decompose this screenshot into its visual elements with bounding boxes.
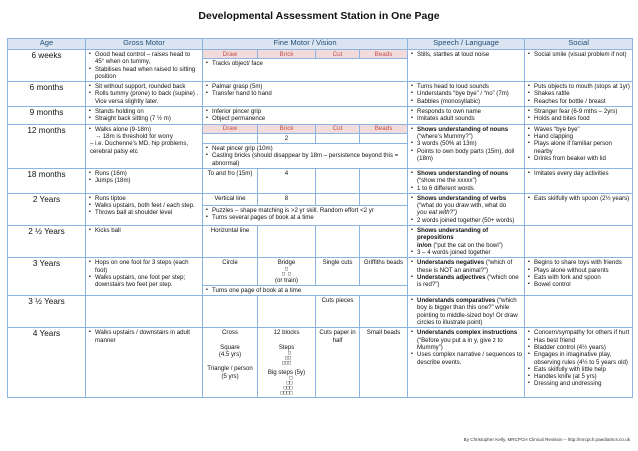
speech-bold: Shows understanding of nouns — [417, 169, 509, 177]
list-item: ▪ Engages in imaginative play, observing rules (4½ to 5 years old) — [534, 351, 630, 366]
draw-cell — [203, 296, 258, 328]
speech-cell — [408, 107, 525, 125]
beads-cell — [360, 133, 408, 143]
list-item: ▪ Hand clapping — [534, 133, 630, 140]
list-item: ▪ Inferior pincer grip — [212, 108, 405, 115]
row-18-months — [8, 168, 633, 193]
draw-square: Square — [220, 343, 240, 351]
row-4-years — [8, 328, 633, 398]
list-item: ▪ Puts objects to mouth (stops at 1yr) — [534, 83, 630, 90]
draw-cell: Vertical line — [203, 193, 258, 205]
brick-cell — [258, 328, 316, 398]
list-item: ▪ Walks upstairs / downstairs in adult manner — [95, 329, 200, 344]
speech-cell — [408, 82, 525, 107]
speech-cell — [408, 193, 525, 225]
subheader-draw: Draw — [203, 124, 258, 133]
list-item: ▪ Transfer hand to hand — [212, 90, 405, 97]
cut-cell — [316, 133, 360, 143]
list-item: ▪ 3 – 4 words joined together — [417, 249, 522, 256]
gross-cell — [86, 296, 203, 328]
list-item: ▪ 1 to 6 different words — [417, 185, 522, 192]
brick-cell — [258, 296, 316, 328]
gross-cell — [86, 226, 203, 258]
social-cell — [525, 124, 633, 168]
social-cell — [525, 226, 633, 258]
speech-cell — [408, 168, 525, 193]
age-cell: 6 months — [8, 82, 86, 107]
list-item: ▪ Stills, startles at loud noise — [417, 51, 522, 58]
speech-bold: Understands adjectives — [417, 273, 486, 281]
list-item: ▪ Stands holding on — [95, 108, 200, 115]
list-item: ▪ Neat pincer grip (10m) — [212, 145, 405, 152]
beads-cell — [360, 168, 408, 193]
list-item: ▪ Jumps (18m) — [95, 177, 200, 184]
list-item — [417, 195, 522, 217]
threshold-note: → 18m is threshold for worry — [95, 133, 173, 141]
list-item: ▪ Throws ball at shoulder level — [95, 209, 200, 216]
list-item: ▪ Puzzles – shape matching is >2 yr skill. Random effort <2 yr — [212, 207, 405, 214]
list-item: ▪ Social smile (visual problem if not) — [534, 51, 630, 58]
row-12-months — [8, 124, 633, 133]
age-cell: 2 Years — [8, 193, 86, 225]
speech-example: (“which of these is NOT an animal?”) — [417, 259, 513, 274]
list-item — [417, 297, 522, 326]
list-item — [417, 170, 522, 185]
speech-example-italic: you eat with?”) — [417, 209, 458, 217]
list-item: ▪ Runs tiptoe — [95, 195, 200, 202]
subheader-draw: Draw — [203, 50, 258, 59]
header-gross-motor: Gross Motor — [86, 39, 203, 50]
draw-cell: Circle — [203, 258, 258, 286]
speech-cell — [408, 124, 525, 168]
subheader-beads: Beads — [360, 50, 408, 59]
gross-cell — [86, 193, 203, 225]
speech-example: (“where’s Mummy?”) — [417, 133, 473, 141]
list-item: ▪ Imitates every day activities — [534, 170, 630, 177]
list-item: ▪ Shakes rattle — [534, 90, 630, 97]
draw-cell — [203, 133, 258, 143]
gross-cell — [86, 50, 203, 82]
social-cell — [525, 258, 633, 296]
speech-example: (“which boy is bigger than this one?” while pointing to middle-sized boy! Or draw circles to illustrate point) — [417, 297, 518, 327]
social-cell — [525, 82, 633, 107]
brick-cell — [258, 258, 316, 286]
list-item: ▪ Walks upstairs, one foot per step; downstairs two feet per step. — [95, 274, 200, 289]
list-item: ▪ Palmar grasp (5m) — [212, 83, 405, 90]
list-item: ▪ Begins to share toys with friends — [534, 259, 630, 266]
draw-cell: Horizontal line — [203, 226, 258, 258]
list-item — [417, 126, 522, 141]
list-item: ▪ Dressing and undressing — [534, 380, 630, 387]
list-item: ▪ Walks upstairs, both feet / each step. — [95, 202, 200, 209]
draw-cross: Cross — [222, 329, 238, 337]
age-cell: 3 ½ Years — [8, 296, 86, 328]
speech-bold-2: in/on — [417, 241, 432, 249]
speech-bold: Shows understanding of nouns — [417, 125, 509, 133]
header-age: Age — [8, 39, 86, 50]
speech-cell — [408, 328, 525, 398]
draw-triangle: Triangle / person — [207, 365, 253, 373]
brick-cell — [258, 226, 316, 258]
speech-bold: Understands complex instructions — [417, 329, 518, 337]
speech-bold: Understands comparatives — [417, 297, 496, 305]
header-social: Social — [525, 39, 633, 50]
assessment-table — [7, 38, 633, 398]
list-item — [417, 274, 522, 289]
list-item: ▪ Babbles (monosyllabic) — [417, 98, 522, 105]
row-9-months — [8, 107, 633, 125]
list-item: ▪ 2 words joined together (50+ words) — [417, 217, 522, 224]
cut-cell: Cuts paper in half — [316, 328, 360, 398]
list-item: ▪ Bladder control (4½ years) — [534, 344, 630, 351]
list-item: ▪ Sit without support, rounded back — [95, 83, 200, 90]
conditions-note: – i.e. Duchenne’s MD, hip problems, cerebral palsy etc — [90, 140, 189, 155]
row-6-weeks — [8, 50, 633, 59]
age-cell: 6 weeks — [8, 50, 86, 82]
list-item: ▪ Good head control – raises head to 45° when on tummy, — [95, 51, 200, 66]
brick-cell: 8 — [258, 193, 316, 205]
row-2-years — [8, 193, 633, 205]
list-item: ▪ Plays alone if familiar person nearby — [534, 140, 630, 155]
age-cell: 4 Years — [8, 328, 86, 398]
list-item: ▪ Hops on one foot for 3 steps (each foot) — [95, 259, 200, 274]
brick-cell: 2 — [258, 133, 316, 143]
list-item: ▪ Straight back sitting (7 ½ m) — [95, 115, 200, 122]
list-item: ▪ Object permanence — [212, 115, 405, 122]
age-cell: 9 months — [8, 107, 86, 125]
list-item: ▪ Turns several pages of book at a time — [212, 214, 405, 221]
list-item: ▪ Eats with fork and spoon — [534, 274, 630, 281]
list-item: ▪ 3 words (50% at 13m) — [417, 140, 522, 147]
speech-bold: Shows understanding of prepositions — [417, 227, 489, 242]
row-6-months — [8, 82, 633, 107]
beads-cell — [360, 226, 408, 258]
subheader-cut: Cut — [316, 124, 360, 133]
draw-square-age: (4.5 yrs) — [218, 350, 242, 358]
list-item: ▪ Turns one page of book at a time — [212, 287, 405, 294]
subheader-brick: Brick — [258, 124, 316, 133]
cut-cell — [316, 193, 360, 205]
social-cell — [525, 107, 633, 125]
header-fine-motor: Fine Motor / Vision — [203, 39, 408, 50]
list-item: ▪ Eats skilfully with little help — [534, 366, 630, 373]
brick-steps: Steps — [278, 343, 295, 351]
list-item: ▪ Points to own body parts (15m), doll (18m) — [417, 148, 522, 163]
list-item: ▪ Kicks ball — [95, 227, 200, 234]
list-item — [417, 227, 522, 249]
list-item: ▪ Responds to own name — [417, 108, 522, 115]
gross-cell — [86, 107, 203, 125]
gross-cell — [86, 168, 203, 193]
list-item: ▪ Holds and bites food — [534, 115, 630, 122]
cut-cell — [316, 168, 360, 193]
list-item: ▪ Concern/sympathy for others if hurt — [534, 329, 630, 336]
steps-blocks-icon: □ □□ □□□ — [281, 349, 292, 366]
social-cell — [525, 50, 633, 82]
draw-triangle-age: (5 yrs) — [221, 372, 239, 380]
list-item: ▪ Reaches for bottle / breast — [534, 98, 630, 105]
speech-bold: Shows understanding of verbs — [417, 194, 507, 202]
speech-example: (“what do you draw with, what do — [417, 202, 507, 210]
list-item — [417, 329, 522, 351]
big-steps-blocks-icon: □ □□ □□□ □□□□ — [280, 375, 293, 397]
speech-cell — [408, 258, 525, 296]
list-item: ▪ Bowel control — [534, 281, 630, 288]
cut-cell: Cuts pieces — [316, 296, 360, 328]
brick-cell: 4 — [258, 168, 316, 193]
speech-cell — [408, 50, 525, 82]
list-item: ▪ Eats skilfully with spoon (2½ years) — [534, 195, 630, 202]
speech-cell — [408, 226, 525, 258]
row-3-years — [8, 258, 633, 286]
fine-cell — [203, 144, 408, 169]
list-item: ▪ Waves “bye bye” — [534, 126, 630, 133]
brick-blocks: 12 blocks — [273, 329, 300, 337]
age-cell: 12 months — [8, 124, 86, 168]
list-item: ▪ Rolls tummy (prone) to back (supine) . Vice versa slightly later. — [95, 90, 200, 105]
list-item: ▪ Has best friend — [534, 337, 630, 344]
brick-big-steps: Big steps (5y) — [267, 368, 306, 376]
gross-cell — [86, 124, 203, 168]
list-item: ▪ Imitates adult sounds — [417, 115, 522, 122]
brick-label: Bridge — [277, 259, 296, 267]
beads-cell — [360, 193, 408, 205]
speech-example: (“put the cat on the bowl”) — [433, 241, 503, 249]
list-item: ▪ Plays alone without parents — [534, 267, 630, 274]
fine-cell — [203, 107, 408, 125]
draw-cell — [203, 328, 258, 398]
gross-cell — [86, 82, 203, 107]
list-item: ▪ Turns head to loud sounds — [417, 83, 522, 90]
age-cell: 2 ½ Years — [8, 226, 86, 258]
social-cell — [525, 193, 633, 225]
speech-bold: Understands negatives — [417, 259, 485, 267]
fine-cell — [203, 59, 408, 82]
brick-label-2: (or train) — [274, 276, 299, 284]
draw-cell: To and fro (15m) — [203, 168, 258, 193]
social-cell — [525, 168, 633, 193]
list-item — [417, 259, 522, 274]
fine-cell — [203, 82, 408, 107]
list-item: ▪ Uses complex narrative / sequences to describe events. — [417, 351, 522, 366]
list-item: ▪ Casting bricks (should disappear by 18m – persistence beyond this = abnormal) — [212, 152, 405, 167]
footer-credit: By Christopher Kelly, MRCPCH Clinical Revision – http://mrcpch.paediatrics.co.uk — [463, 437, 630, 442]
list-item: ▪ Walks alone (9-18m) — [95, 126, 200, 133]
speech-example: (“show me the xxxxx”) — [417, 177, 477, 185]
fine-cell — [203, 205, 408, 225]
subheader-cut: Cut — [316, 50, 360, 59]
beads-cell: Small beads — [360, 328, 408, 398]
list-item: ▪ Drinks from beaker with lid — [534, 155, 630, 162]
social-cell — [525, 296, 633, 328]
speech-cell — [408, 296, 525, 328]
beads-cell — [360, 296, 408, 328]
age-cell: 3 Years — [8, 258, 86, 296]
subheader-brick: Brick — [258, 50, 316, 59]
list-item: ▪ Stabilises head when raised to sitting position — [95, 66, 200, 81]
list-item: ▪ Understands “bye bye” / “no” (7m) — [417, 90, 522, 97]
page-title: Developmental Assessment Station in One Page — [198, 10, 440, 22]
age-cell: 18 months — [8, 168, 86, 193]
social-cell — [525, 328, 633, 398]
fine-cell — [203, 285, 408, 295]
gross-cell — [86, 258, 203, 296]
header-speech: Speech / Language — [408, 39, 525, 50]
row-3-half-years — [8, 296, 633, 328]
cut-cell — [316, 226, 360, 258]
bridge-blocks-icon: □ □ □ — [281, 265, 292, 277]
list-item: ▪ Handles knife (at 5 yrs) — [534, 373, 630, 380]
speech-example: (“Before you put a in y, give z to Mummy”) — [417, 336, 503, 351]
row-2-half-years — [8, 226, 633, 258]
list-item: ▪ Tracks object/ face — [212, 60, 405, 67]
header-row — [8, 39, 633, 50]
cut-cell: Single cuts — [316, 258, 360, 286]
subheader-beads: Beads — [360, 124, 408, 133]
gross-cell — [86, 328, 203, 398]
list-item: ▪ Runs (16m) — [95, 170, 200, 177]
beads-cell: Griffiths beads — [360, 258, 408, 286]
speech-example: (“which one is red?”) — [417, 273, 519, 289]
list-item: ▪ Stranger fear (6-9 mths – 2yrs) — [534, 108, 630, 115]
